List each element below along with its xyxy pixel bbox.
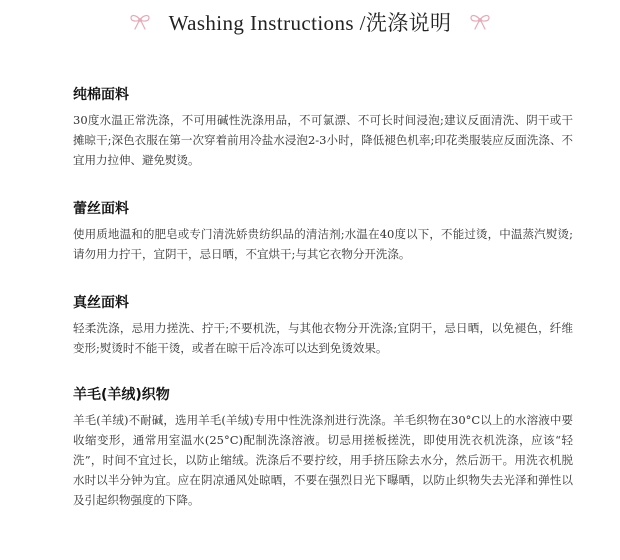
- section-title: 纯棉面料: [73, 87, 129, 103]
- bow-icon: [469, 12, 491, 32]
- section-body: 羊毛(羊绒)不耐碱，选用羊毛(羊绒)专用中性洗涤剂进行洗涤。羊毛织物在30°C以上的水溶液中要收缩变形，通常用室温水(25°C)配制洗涤溶液。切忌用搓板搓洗，即使用洗衣机洗涤，应该“轻洗”，时间不宜过长，以防止缩绒。洗涤后不要拧绞，用手挤压除去水分，然后沥干。用洗衣机脱水时以半分钟为宜。应在阴凉通风处晾晒，不要在强烈日光下曝晒，以防止织物失去光泽和弹性以及引起织物强度的下降。: [73, 413, 573, 507]
- section-body: 30度水温正常洗涤，不可用碱性洗涤用品，不可氯漂、不可长时间浸泡;建议反面清洗、阴干或干摊晾干;深色衣服在第一次穿着前用冷盐水浸泡2-3小时，降低褪色机率;印花类服装应反面洗涤、不宜用力拉伸、避免熨烫。: [73, 113, 573, 167]
- section-body: 轻柔洗涤，忌用力搓洗、拧干;不要机洗，与其他衣物分开洗涤;宜阴干，忌日晒，以免褪色，纤维变形;熨烫时不能干烫，或者在晾干后冷冻可以达到免烫效果。: [73, 321, 573, 355]
- section-lace: [73, 200, 573, 264]
- section-wool: [73, 386, 573, 510]
- page-title: Washing Instructions /洗涤说明: [168, 11, 452, 35]
- bow-icon: [129, 12, 151, 32]
- section-title: 真丝面料: [73, 295, 129, 311]
- section-title: 蕾丝面料: [73, 201, 129, 217]
- section-body: 使用质地温和的肥皂或专门清洗娇贵纺织品的清洁剂;水温在40度以下，不能过烫，中温蒸汽熨烫;请勿用力拧干，宜阴干，忌日晒，不宜烘干;与其它衣物分开洗涤。: [73, 227, 573, 261]
- section-silk: [73, 294, 573, 358]
- page-header: [0, 6, 620, 38]
- section-title: 羊毛(羊绒)织物: [73, 387, 170, 403]
- section-cotton: [73, 86, 573, 170]
